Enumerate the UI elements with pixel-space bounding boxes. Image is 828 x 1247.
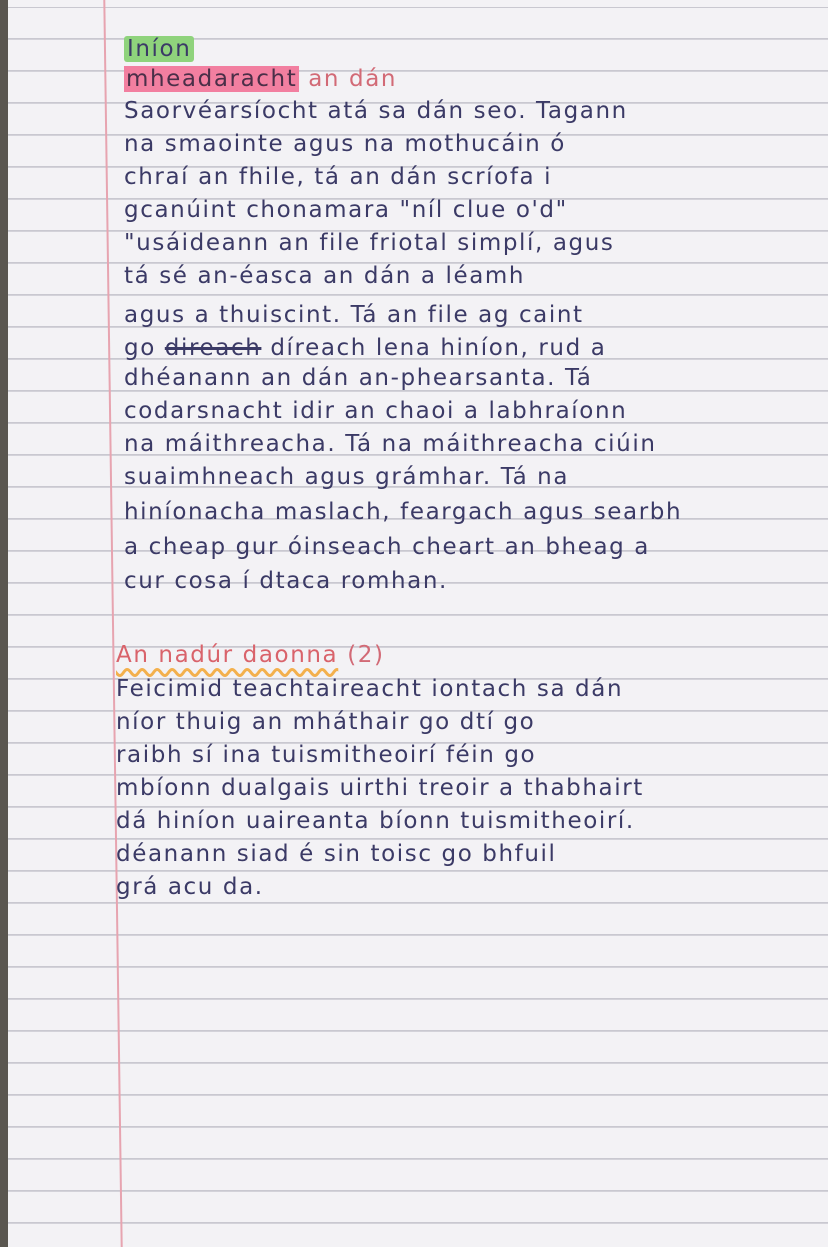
text-line: chraí an fhile, tá an dán scríofa i — [124, 164, 553, 190]
text-line: níor thuig an mháthair go dtí go — [116, 709, 536, 735]
line-rest: díreach lena hiníon, rud a — [270, 335, 607, 361]
text-line: mbíonn dualgais uirthi treoir a thabhairt — [116, 775, 644, 801]
text-line: agus a thuiscint. Tá an file ag caint — [124, 302, 584, 328]
title-highlight: Iníon — [124, 36, 194, 62]
heading-underlined: An nadúr daonna — [116, 642, 339, 668]
text-line: Saorvéarsíocht atá sa dán seo. Tagann — [124, 98, 628, 124]
text-line: cur cosa í dtaca romhan. — [124, 568, 448, 594]
text-line: tá sé an-éasca an dán a léamh — [124, 263, 526, 289]
heading-rest: an dán — [308, 66, 398, 92]
prefix: go — [124, 335, 156, 361]
heading-highlight: mheadaracht — [126, 66, 298, 92]
text-line: gcanúint chonamara "níl clue o'd" — [124, 197, 568, 223]
page-title — [124, 34, 194, 64]
crossed-out-word: direach — [164, 335, 262, 361]
text-line: codarsnacht idir an chaoi a labhraíonn — [124, 398, 628, 424]
section2-heading — [116, 640, 385, 670]
text-line: grá acu da. — [116, 874, 264, 900]
text-line: déanann siad é sin toisc go bhfuil — [116, 841, 557, 867]
notebook-page — [8, 0, 828, 1247]
margin-line — [103, 0, 122, 1247]
text-line: na smaointe agus na mothucáin ó — [124, 131, 566, 157]
text-line: dá hiníon uaireanta bíonn tuismitheoirí. — [116, 808, 635, 834]
text-line: a cheap gur óinseach cheart an bheag a — [124, 534, 650, 560]
text-line: "usáideann an file friotal simplí, agus — [124, 230, 615, 256]
heading-mark: (2) — [347, 642, 385, 668]
text-line: suaimhneach agus grámhar. Tá na — [124, 464, 570, 490]
text-line: na máithreacha. Tá na máithreacha ciúin — [124, 431, 657, 457]
text-line: raibh sí ina tuismitheoirí féin go — [116, 742, 537, 768]
text-line: dhéanann an dán an-phearsanta. Tá — [124, 365, 593, 391]
section1-heading — [124, 64, 397, 94]
text-line: hiníonacha maslach, feargach agus searbh — [124, 499, 683, 525]
text-line: Feicimid teachtaireacht iontach sa dán — [116, 676, 624, 702]
text-line-with-correction — [124, 333, 606, 363]
